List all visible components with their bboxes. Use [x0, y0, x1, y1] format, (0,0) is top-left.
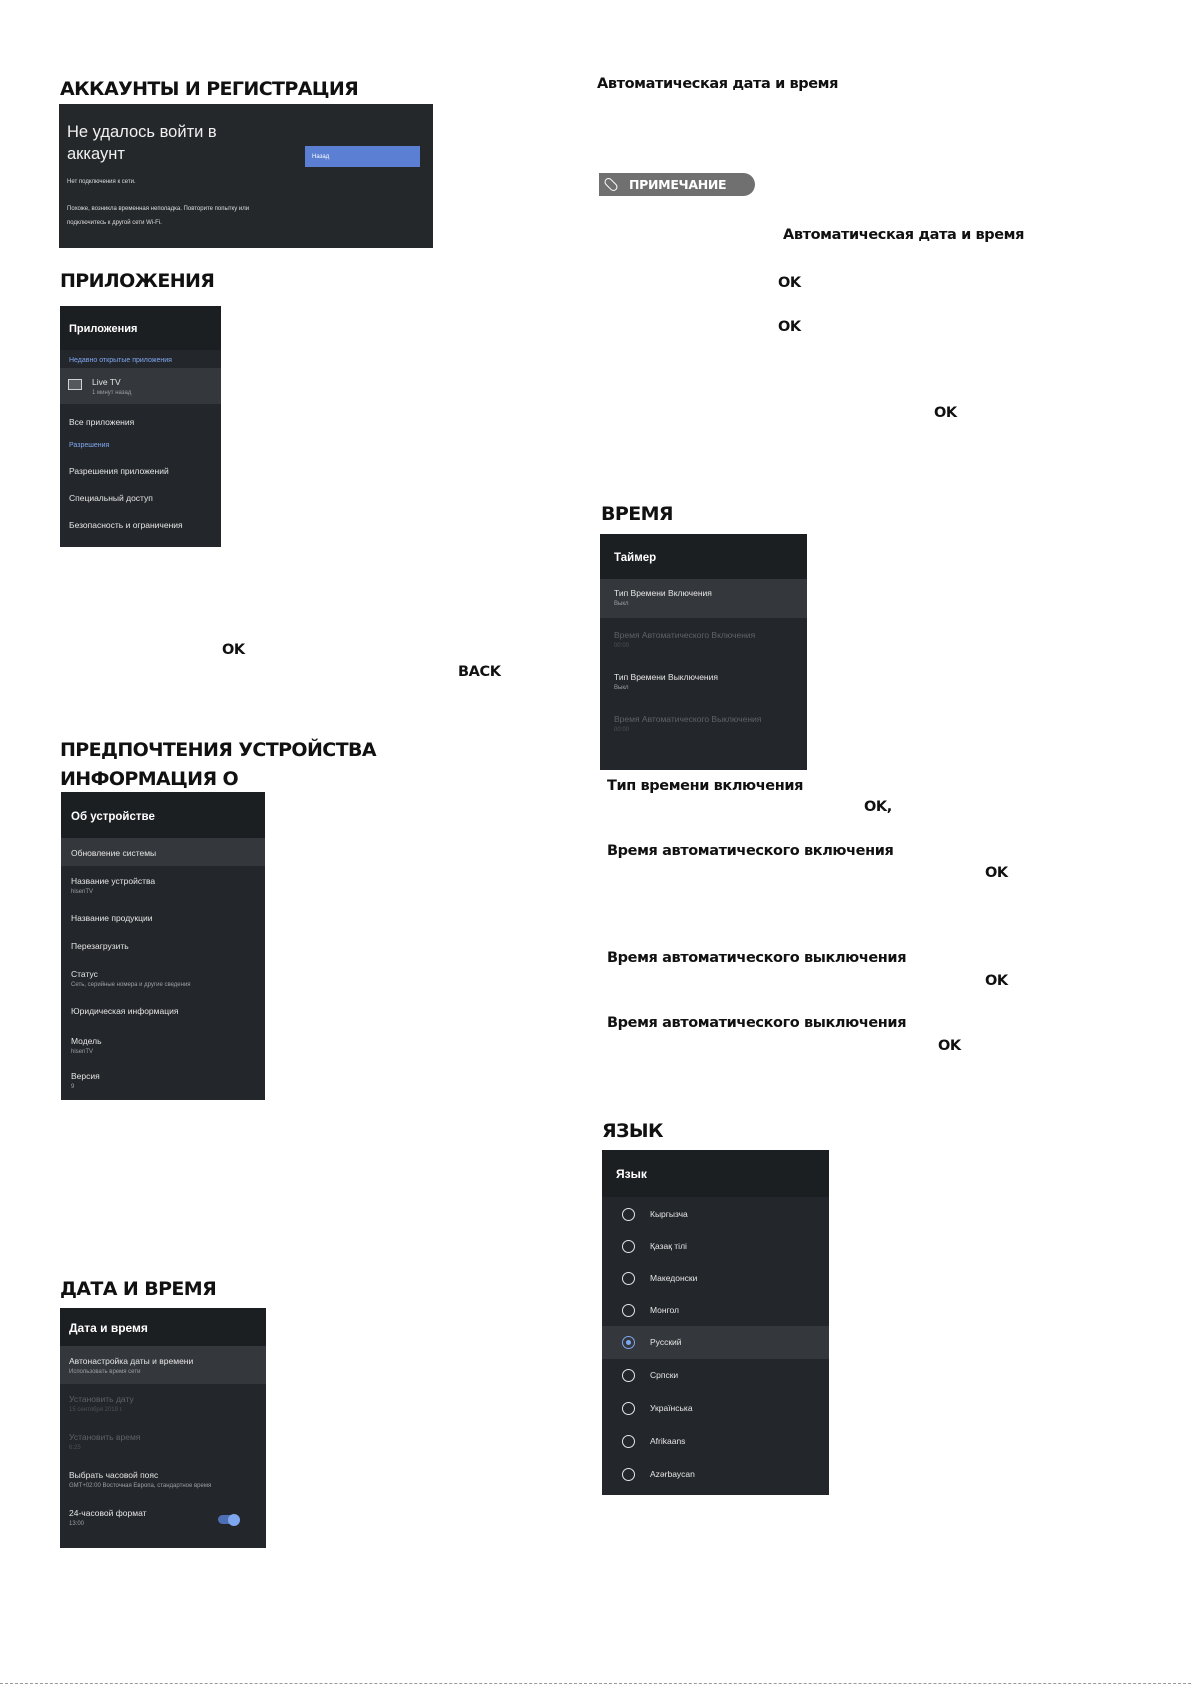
radio-unchecked-icon [622, 1468, 635, 1481]
on-time-type-sub: Выкл [614, 601, 629, 607]
on-time-type-title: Тип Времени Включения [614, 588, 712, 598]
ok-label-5: OK [985, 973, 1008, 989]
auto-on-time-title: Время Автоматического Включения [614, 630, 756, 640]
ok-label-6: OK [938, 1038, 961, 1054]
radio-unchecked-icon [622, 1208, 635, 1221]
radio-unchecked-icon [622, 1435, 635, 1448]
language-option[interactable] [602, 1392, 829, 1425]
24h-format-toggle[interactable] [218, 1515, 238, 1524]
accounts-line-1: Нет подключения к сети. [67, 179, 136, 185]
auto-datetime-sub: Использовать время сети [69, 1369, 141, 1375]
timezone-title: Выбрать часовой пояс [69, 1470, 159, 1480]
time-heading: ВРЕМЯ [601, 503, 673, 525]
auto-datetime-title: Автонастройка даты и времени [69, 1356, 194, 1366]
language-label: Afrikaans [650, 1436, 686, 1446]
ok-label-2: OK [778, 319, 801, 335]
auto-on-label: Время автоматического включения [607, 843, 894, 859]
language-option[interactable] [602, 1425, 829, 1458]
set-time-title: Установить время [69, 1432, 141, 1442]
live-tv-item[interactable] [60, 368, 221, 404]
device-heading-2: ИНФОРМАЦИЯ О [60, 768, 239, 790]
auto-off-label: Время автоматического выключения [607, 950, 907, 966]
device-name-sub: hisenTV [71, 889, 94, 895]
system-update-title: Обновление системы [71, 848, 157, 858]
language-option[interactable] [602, 1294, 829, 1326]
language-label: Кыргызча [650, 1209, 688, 1219]
ok-comma-label: OK, [864, 799, 892, 815]
all-apps-item[interactable]: Все приложения [69, 417, 135, 427]
auto-on-time-sub: 00:00 [614, 643, 630, 649]
legal-item[interactable] [71, 1006, 178, 1016]
auto-datetime-label: Автоматическая дата и время [597, 76, 839, 92]
system-update-item[interactable] [71, 848, 156, 858]
version-title: Версия [71, 1071, 100, 1081]
security-item[interactable]: Безопасность и ограничения [69, 520, 183, 530]
set-time-item [69, 1432, 140, 1451]
app-permissions-item[interactable]: Разрешения приложений [69, 466, 169, 476]
device-name-title: Название устройства [71, 876, 156, 886]
accounts-heading: АККАУНТЫ И РЕГИСТРАЦИЯ [60, 78, 359, 100]
set-date-item [69, 1394, 134, 1413]
language-label: Українська [650, 1403, 693, 1413]
language-heading: ЯЗЫК [602, 1120, 663, 1142]
product-name-item[interactable] [71, 913, 153, 923]
datetime-screen-title: Дата и время [60, 1308, 266, 1346]
accounts-line-2: Похоже, возникла временная неполадка. Повторите попытку или [67, 206, 250, 212]
language-label: Қазақ тілі [650, 1241, 687, 1251]
restart-title: Перезагрузить [71, 941, 129, 951]
ok-label-left: OK [222, 642, 245, 658]
language-screen-title: Язык [602, 1150, 829, 1197]
set-date-sub: 15 сентября 2019 г. [69, 1407, 123, 1413]
radio-unchecked-icon [622, 1369, 635, 1382]
timer-screen [600, 534, 807, 770]
language-label: Azərbaycan [650, 1469, 695, 1479]
apps-screen [60, 306, 221, 547]
apps-section-recent: Недавно открытые приложения [69, 357, 172, 364]
datetime-screen [60, 1308, 266, 1548]
off-time-type-title: Тип Времени Выключения [614, 672, 718, 682]
24h-format-title: 24-часовой формат [69, 1508, 147, 1518]
radio-unchecked-icon [622, 1402, 635, 1415]
on-type-label: Тип времени включения [607, 778, 804, 794]
status-title: Статус [71, 969, 98, 979]
language-label: Русский [650, 1337, 682, 1347]
ok-label-1: OK [778, 275, 801, 291]
device-screen [61, 792, 265, 1100]
restart-item[interactable] [71, 941, 129, 951]
off-time-type-sub: Выкл [614, 685, 629, 691]
page-footer-divider [0, 1683, 1191, 1684]
apps-section-permissions: Разрешения [69, 442, 110, 449]
language-label: Македонски [650, 1273, 698, 1283]
auto-off-time-item [614, 714, 761, 733]
version-sub: 9 [71, 1084, 75, 1090]
language-option[interactable] [602, 1262, 829, 1294]
language-option[interactable] [602, 1198, 829, 1230]
auto-off-time-title: Время Автоматического Выключения [614, 714, 762, 724]
tv-icon [68, 379, 82, 390]
off-time-type-item[interactable] [614, 672, 718, 691]
language-option-selected[interactable] [602, 1326, 829, 1359]
auto-off-label-2: Время автоматического выключения [607, 1015, 907, 1031]
paperclip-icon [603, 176, 619, 192]
device-name-item[interactable] [71, 876, 155, 895]
set-time-sub: 6:25 [69, 1445, 81, 1451]
back-button[interactable]: Назад [305, 146, 420, 167]
on-time-type-item[interactable] [614, 588, 712, 607]
special-access-item[interactable]: Специальный доступ [69, 493, 153, 503]
status-item[interactable] [71, 969, 191, 988]
note-badge [599, 173, 755, 196]
apps-heading: ПРИЛОЖЕНИЯ [60, 270, 215, 292]
legal-title: Юридическая информация [71, 1006, 179, 1016]
device-heading-1: ПРЕДПОЧТЕНИЯ УСТРОЙСТВА [60, 739, 376, 761]
device-screen-title: Об устройстве [61, 792, 265, 838]
24h-format-item[interactable] [69, 1508, 147, 1527]
product-name-title: Название продукции [71, 913, 153, 923]
model-sub: hisenTV [71, 1049, 94, 1055]
note-auto-datetime-label: Автоматическая дата и время [783, 227, 1025, 243]
auto-on-time-item [614, 630, 755, 649]
live-tv-title: Live TV [92, 377, 121, 387]
model-item[interactable] [71, 1036, 102, 1055]
language-option[interactable] [602, 1359, 829, 1392]
back-label: BACK [458, 664, 501, 680]
accounts-error-title: Не удалось войти в аккаунт [67, 123, 217, 163]
set-date-title: Установить дату [69, 1394, 134, 1404]
radio-unchecked-icon [622, 1304, 635, 1317]
model-title: Модель [71, 1036, 102, 1046]
apps-screen-title: Приложения [60, 306, 221, 350]
timer-screen-title: Таймер [600, 534, 807, 579]
status-sub: Сеть, серийные номера и другие сведения [71, 982, 191, 988]
radio-checked-icon [622, 1336, 635, 1349]
language-screen [602, 1150, 829, 1495]
timezone-item[interactable] [69, 1470, 211, 1489]
radio-unchecked-icon [622, 1240, 635, 1253]
timezone-sub: GMT+02:00 Восточная Европа, стандартное время [69, 1483, 212, 1489]
language-label: Монгол [650, 1305, 680, 1315]
auto-datetime-item[interactable] [69, 1356, 193, 1375]
toggle-knob [228, 1514, 240, 1526]
accounts-line-3: подключитесь к другой сети Wi-Fi. [67, 220, 162, 226]
note-label: ПРИМЕЧАНИЕ [629, 177, 727, 192]
version-item[interactable] [71, 1071, 100, 1090]
ok-label-3: OK [934, 405, 957, 421]
live-tv-sub: 1 минут назад [92, 390, 132, 396]
radio-unchecked-icon [622, 1272, 635, 1285]
accounts-screen [59, 104, 433, 248]
language-option[interactable] [602, 1458, 829, 1491]
language-label: Српски [650, 1370, 679, 1380]
ok-label-4: OK [985, 865, 1008, 881]
24h-format-sub: 13:00 [69, 1521, 85, 1527]
auto-off-time-sub: 00:00 [614, 727, 630, 733]
language-option[interactable] [602, 1230, 829, 1262]
datetime-heading: ДАТА И ВРЕМЯ [60, 1278, 217, 1300]
